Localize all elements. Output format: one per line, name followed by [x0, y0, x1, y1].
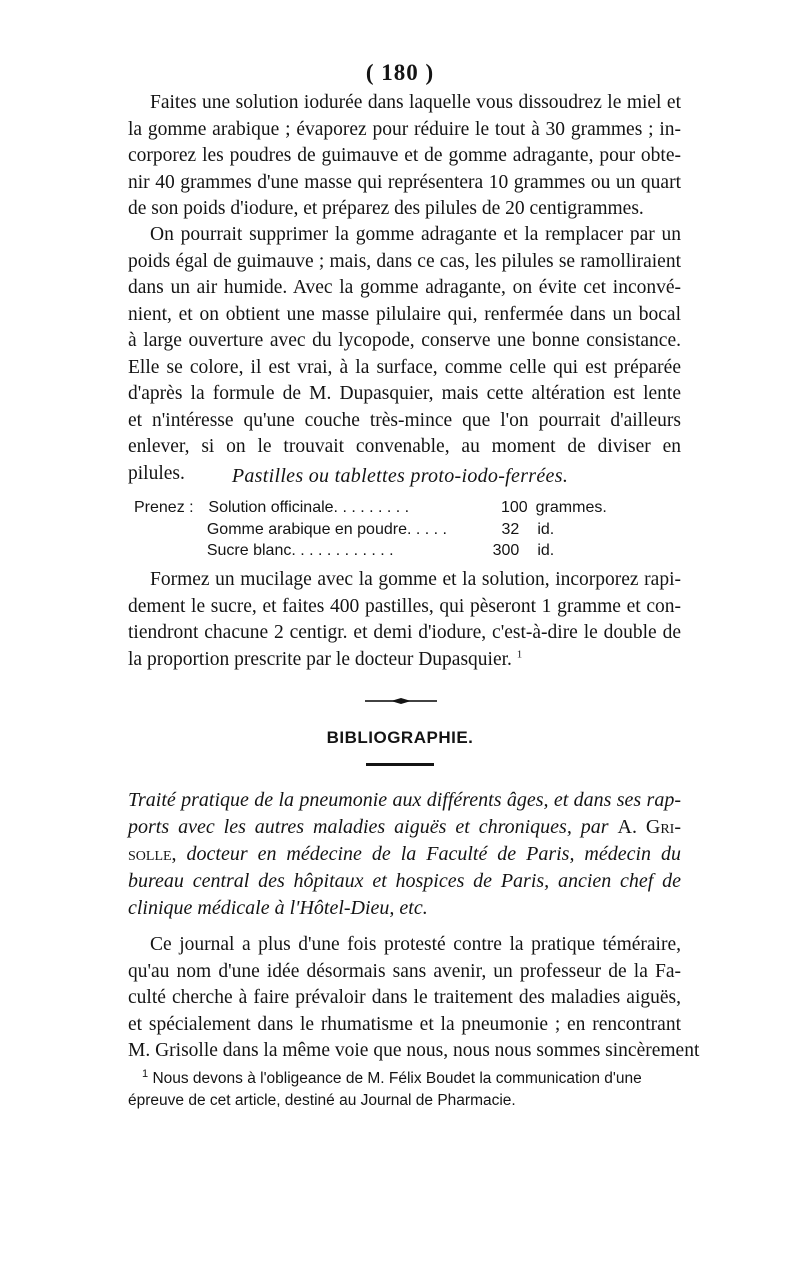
recipe-qty: 100: [500, 499, 528, 516]
recipe-row: [134, 540, 614, 562]
recipe-unit: id.: [537, 520, 555, 538]
text-line: nient, et on obtient une masse pilulaire qui, renfermée dans un bocal: [128, 303, 681, 325]
text-line: de son poids d'iodure, et préparez des pilules de 20 centigrammes.: [128, 198, 644, 219]
paragraph-2: [128, 222, 681, 487]
text-line: nir 40 grammes d'une masse qui représentera 10 grammes ou un quart: [128, 171, 681, 193]
text-line: la gomme arabique ; évaporez pour réduire le tout à 30 grammes ; in-: [128, 118, 681, 140]
recipe-item: Sucre blanc. . . . . . . . . . . .: [206, 542, 394, 559]
text-line: pilules.: [128, 462, 185, 484]
section-title: Pastilles ou tablettes proto-iodo-ferrées.: [231, 465, 569, 487]
text-line: qu'au nom d'une idée désormais sans avenir, un professeur de la Fa-: [128, 960, 681, 982]
recipe-qty: 32: [501, 520, 520, 538]
footnote-line: épreuve de cet article, destiné au Journal de Pharmacie.: [128, 1092, 516, 1109]
text-line: ports avec les autres maladies aiguës et chroniques, par A. Gri-: [128, 816, 682, 838]
bibliography-entry: [128, 787, 681, 922]
text-line: corporez les poudres de guimauve et de gomme adragante, pour obte-: [128, 145, 681, 166]
author-name: solle,: [128, 843, 177, 865]
text-line: enlever, si on le trouvait convenable, au moment de diviser en: [128, 436, 681, 457]
recipe-lead: Prenez :: [134, 499, 194, 516]
text-line: d'après la formule de M. Dupasquier, mais cette altération est lente: [128, 383, 681, 404]
recipe-row: [134, 519, 614, 541]
recipe-row: [134, 497, 614, 519]
text-line: M. Grisolle dans la même voie que nous, nous nous sommes sincèrement: [128, 1040, 700, 1061]
text-line: bureau central des hôpitaux et hospices de Paris, ancien chef de: [128, 870, 681, 892]
text-line: culté cherche à faire prévaloir dans le traitement des maladies aiguës,: [128, 987, 681, 1008]
text-line: Elle se colore, il est vrai, à la surface, comme celle qui est préparée: [128, 356, 681, 378]
text-line: Ce journal a plus d'une fois protesté contre la pratique téméraire,: [150, 934, 681, 955]
text-line: Faites une solution iodurée dans laquelle vous dissoudrez le miel et: [150, 92, 681, 113]
bibliography-heading: BIBLIOGRAPHIE.: [326, 728, 474, 747]
paragraph-1: [128, 90, 681, 223]
text-line: clinique médicale à l'Hôtel-Dieu, etc.: [128, 897, 428, 919]
footnote: [128, 1068, 688, 1112]
text-line: poids égal de guimauve ; mais, dans ce cas, les pilules se ramolliraient: [128, 250, 681, 272]
text-line: Traité pratique de la pneumonie aux différents âges, et dans ses rap-: [128, 789, 681, 811]
page-number: ( 180 ): [365, 60, 435, 85]
text-line: et spécialement dans le rhumatisme et la pneumonie ; en rencontrant: [128, 1013, 681, 1035]
heading-underline: [366, 763, 434, 766]
text-line: dans un air humide. Avec la gomme adragante, on évite cet inconvé-: [128, 277, 681, 298]
recipe-item: Gomme arabique en poudre. . . . .: [206, 520, 447, 538]
paragraph-4: [128, 932, 700, 1065]
text-line: tiendront chacune 2 centigr. et demi d'iodure, c'est-à-dire le double de: [128, 622, 681, 643]
recipe-list: [134, 497, 614, 562]
text-line: Formez un mucilage avec la gomme et la solution, incorporez rapi-: [150, 569, 681, 590]
footnote-line: $^1$ Nous devons à l'obligeance de M. Félix Boudet la communication d'une: [142, 1067, 642, 1087]
text-line: On pourrait supprimer la gomme adragante et la remplacer par un: [150, 224, 681, 245]
text-line: dement le sucre, et faites 400 pastilles, qui pèseront 1 gramme et con-: [128, 595, 681, 617]
recipe-item: Solution officinale. . . . . . . . .: [208, 499, 410, 516]
recipe-unit: id.: [537, 542, 555, 559]
footnote-reference: 1: [516, 648, 523, 660]
footnote-mark: 1: [142, 1067, 149, 1080]
text-line: et n'intéresse qu'une couche très-mince que l'on pourrait d'ailleurs: [128, 409, 681, 431]
text-line: à large ouverture avec du lycopode, conserve une bonne consistance.: [128, 330, 681, 351]
author-name: A. Gri-: [617, 816, 682, 838]
recipe-qty: 300: [492, 542, 520, 559]
text-line: la proportion prescrite par le docteur Dupasquier. $^1$: [128, 648, 523, 670]
text-line: solle, docteur en médecine de la Faculté de Paris, médecin du: [128, 843, 681, 865]
ornament-divider: [365, 698, 437, 704]
paragraph-3: [128, 567, 681, 673]
recipe-unit: grammes.: [535, 499, 607, 516]
